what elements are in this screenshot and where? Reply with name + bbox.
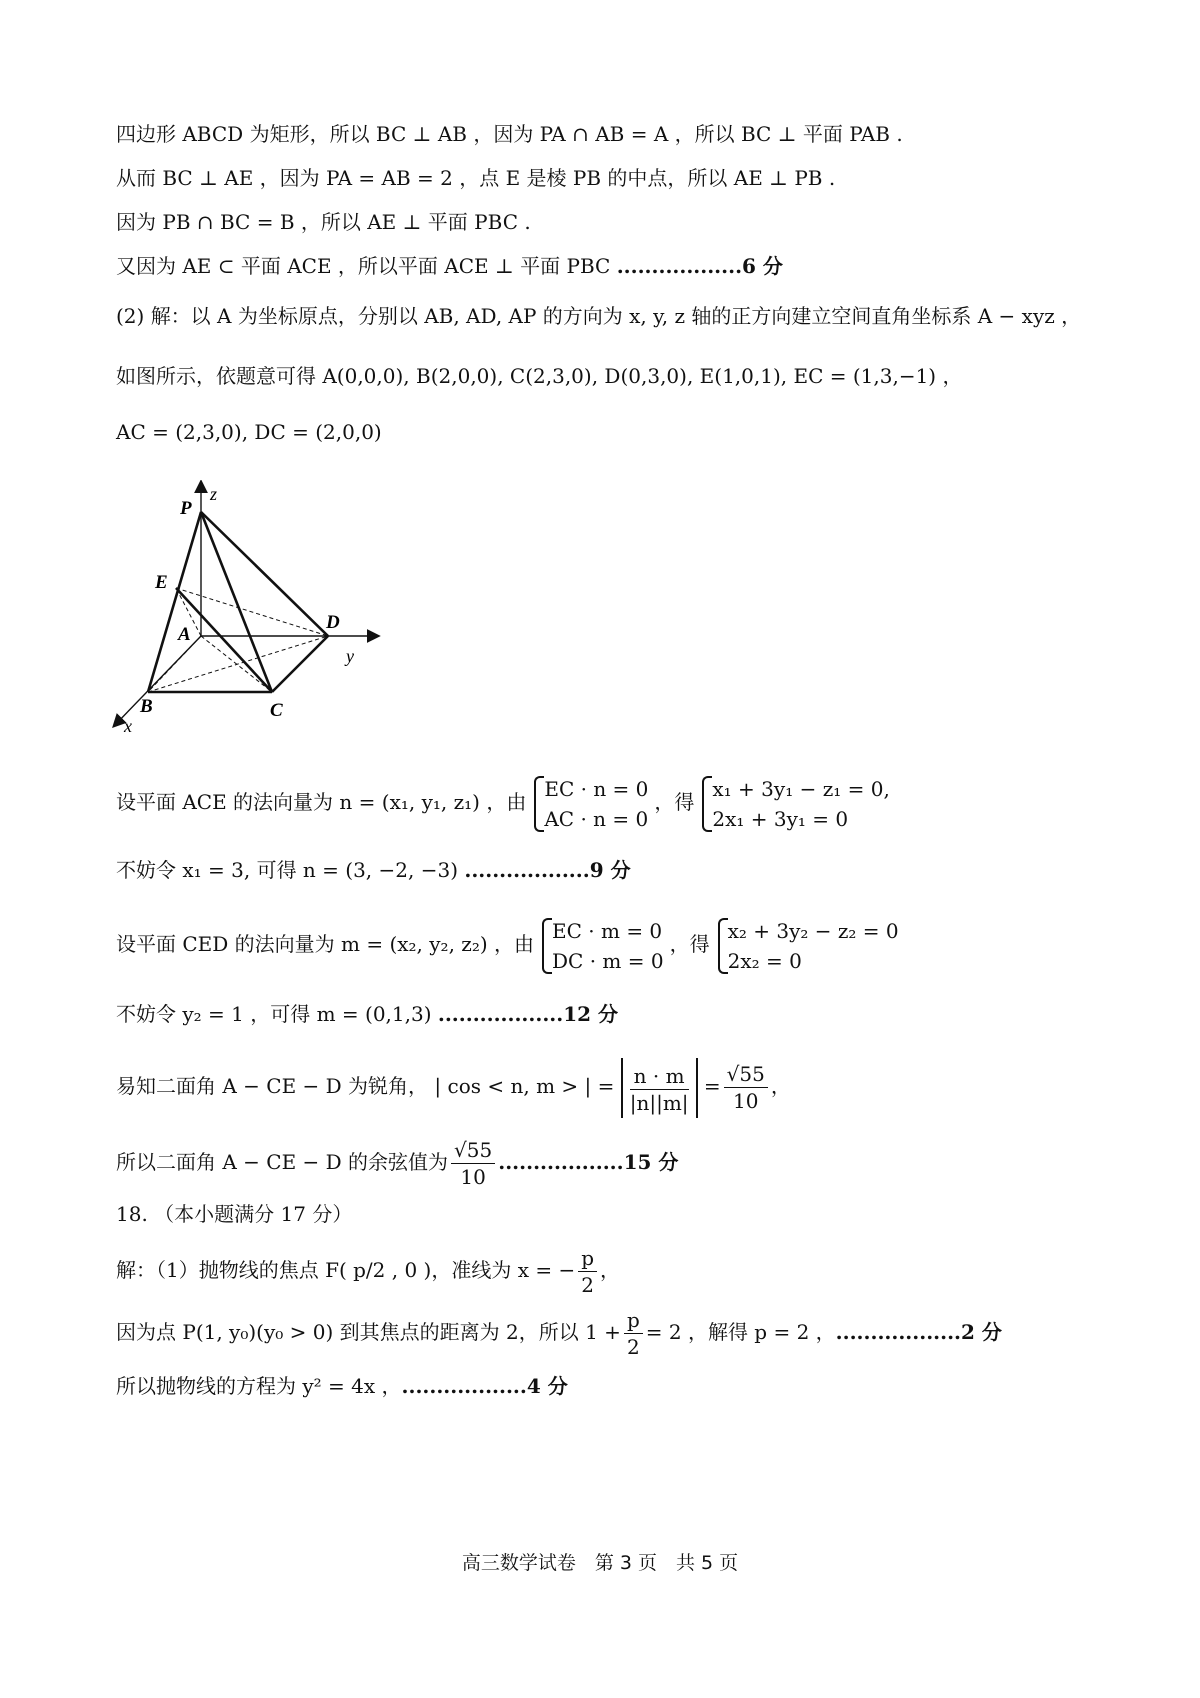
line-n-result xyxy=(116,856,631,884)
label-p: P xyxy=(180,498,192,519)
focus-text: 解：（1）抛物线的焦点 F xyxy=(116,1258,339,1282)
edge-pc xyxy=(201,512,272,692)
cos-value-den: 10 xyxy=(733,1089,759,1113)
label-e: E xyxy=(155,572,168,593)
conclusion-den: 10 xyxy=(460,1165,486,1189)
directrix-den: 2 xyxy=(581,1273,594,1297)
p-half-num: p xyxy=(624,1307,643,1334)
line-parabola-equation xyxy=(116,1372,568,1400)
system-m xyxy=(540,916,664,976)
directrix-fraction xyxy=(578,1245,597,1298)
eq-m-1: x₂ + 3y₂ − z₂ = 0 xyxy=(727,918,899,943)
eq-dc-m: DC · m = 0 xyxy=(552,948,664,973)
directrix-num: p xyxy=(578,1245,597,1272)
normal-ace-mid: ，得 xyxy=(654,790,695,814)
n-result: 不妨令 x₁ = 3, 可得 n = (3, −2, −3) xyxy=(116,858,465,882)
distance-text: 因为点 P(1, y₀)(y₀ > 0) 到其焦点的距离为 2，所以 1 + xyxy=(116,1320,621,1344)
line-m-result xyxy=(116,1000,618,1028)
score-9: ..................9 分 xyxy=(464,858,631,882)
label-b: B xyxy=(140,696,153,717)
angle-tail: ， xyxy=(770,1074,791,1098)
eq-ac-n: AC · n = 0 xyxy=(544,806,649,831)
eq-m-2: 2x₂ = 0 xyxy=(727,948,802,973)
line-parabola-focus xyxy=(116,1240,620,1300)
line-dihedral-conclusion xyxy=(116,1132,678,1192)
directrix-tail: ， xyxy=(600,1258,621,1282)
solve-text: = 2 ，解得 p = 2 ， xyxy=(645,1320,836,1344)
conclusion-fraction xyxy=(451,1137,495,1190)
label-x: x xyxy=(124,716,132,736)
directrix-text: ，准线为 x = − xyxy=(431,1258,576,1282)
system-m-expanded xyxy=(716,916,899,976)
normal-ace-intro: 设平面 ACE 的法向量为 n = (x₁, y₁, z₁) ，由 xyxy=(116,790,527,814)
page-footer: 高三数学试卷 第 3 页 共 5 页 xyxy=(461,1552,739,1574)
line-bc-perp-ae: 从而 BC ⊥ AE ，因为 PA = AB = 2 ，点 E 是棱 PB 的中点，所以 AE ⊥ PB . xyxy=(116,166,836,190)
focus-coords: ( p/2 , 0 ) xyxy=(338,1258,432,1282)
line-solve-p xyxy=(116,1302,1002,1362)
line-vectors-ac-dc: AC = (2,3,0), DC = (2,0,0) xyxy=(116,420,382,444)
line-ae-perp-pbc: 因为 PB ∩ BC = B ，所以 AE ⊥ 平面 PBC . xyxy=(116,210,531,234)
score-6: ..................6 分 xyxy=(616,254,783,278)
x-axis xyxy=(114,636,201,726)
p-half-fraction xyxy=(624,1307,643,1360)
dot-numerator: n · m xyxy=(630,1063,689,1090)
line-rectangle-bc-perp-ab: 四边形 ABCD 为矩形，所以 BC ⊥ AB ，因为 PA ∩ AB = A ，所以 BC ⊥ 平面 PAB . xyxy=(116,122,903,146)
system-n-expanded xyxy=(700,774,889,834)
eq-n-2: 2x₁ + 3y₁ = 0 xyxy=(712,806,849,831)
score-2: ..................2 分 xyxy=(835,1320,1002,1344)
eq-n-1: x₁ + 3y₁ − z₁ = 0, xyxy=(712,776,890,801)
label-c: C xyxy=(270,700,283,721)
cos-value-fraction xyxy=(724,1061,768,1114)
m-result: 不妨令 y₂ = 1 ，可得 m = (0,1,3) xyxy=(116,1002,438,1026)
score-12: ..................12 分 xyxy=(437,1002,619,1026)
line-point-coordinates: 如图所示，依题意可得 A(0,0,0), B(2,0,0), C(2,3,0), D(0,3,0), E(1,0,1), EC = (1,3,−1) ， xyxy=(116,364,963,388)
line-normal-ace xyxy=(116,770,896,834)
angle-intro: 易知二面角 A − CE − D 为锐角， xyxy=(116,1074,429,1098)
conclusion-text: 所以二面角 A − CE − D 的余弦值为 xyxy=(116,1150,449,1174)
score-4: ..................4 分 xyxy=(401,1374,568,1398)
equation-text: 所以抛物线的方程为 y² = 4x ， xyxy=(116,1374,402,1398)
cos-lhs: | cos < n, m > | = xyxy=(434,1074,615,1098)
equals-sign: = xyxy=(703,1074,721,1098)
label-y: y xyxy=(346,646,354,666)
conclusion-num: √55 xyxy=(451,1137,495,1164)
dot-fraction xyxy=(630,1063,689,1116)
line-normal-ced xyxy=(116,912,905,976)
edge-pd xyxy=(201,512,328,636)
question-18-title: 18. （本小题满分 17 分） xyxy=(116,1202,353,1226)
line-plane-ace-perp-pbc xyxy=(116,252,783,280)
eq-ec-n: EC · n = 0 xyxy=(544,776,649,801)
line-dihedral-cos xyxy=(116,1056,791,1118)
line-coordinate-system: (2) 解：以 A 为坐标原点，分别以 AB, AD, AP 的方向为 x, y, z 轴的正方向建立空间直角坐标系 A − xyz ， xyxy=(116,304,1082,328)
eq-ec-m: EC · m = 0 xyxy=(552,918,663,943)
system-n xyxy=(532,774,648,834)
score-15: ..................15 分 xyxy=(498,1150,679,1174)
edge-pb xyxy=(148,512,201,692)
pyramid-figure xyxy=(110,480,410,740)
cos-value-num: √55 xyxy=(724,1061,768,1088)
normal-ced-mid: ，得 xyxy=(669,932,710,956)
p-half-den: 2 xyxy=(626,1335,640,1359)
abs-fraction xyxy=(621,1058,698,1118)
dot-denominator: |n||m| xyxy=(629,1090,689,1115)
label-d: D xyxy=(326,612,340,633)
edge-cd xyxy=(272,636,328,692)
label-a: A xyxy=(178,624,191,645)
statement: 又因为 AE ⊂ 平面 ACE ，所以平面 ACE ⊥ 平面 PBC xyxy=(116,254,617,278)
normal-ced-intro: 设平面 CED 的法向量为 m = (x₂, y₂, z₂) ，由 xyxy=(116,932,535,956)
label-z: z xyxy=(210,484,218,504)
